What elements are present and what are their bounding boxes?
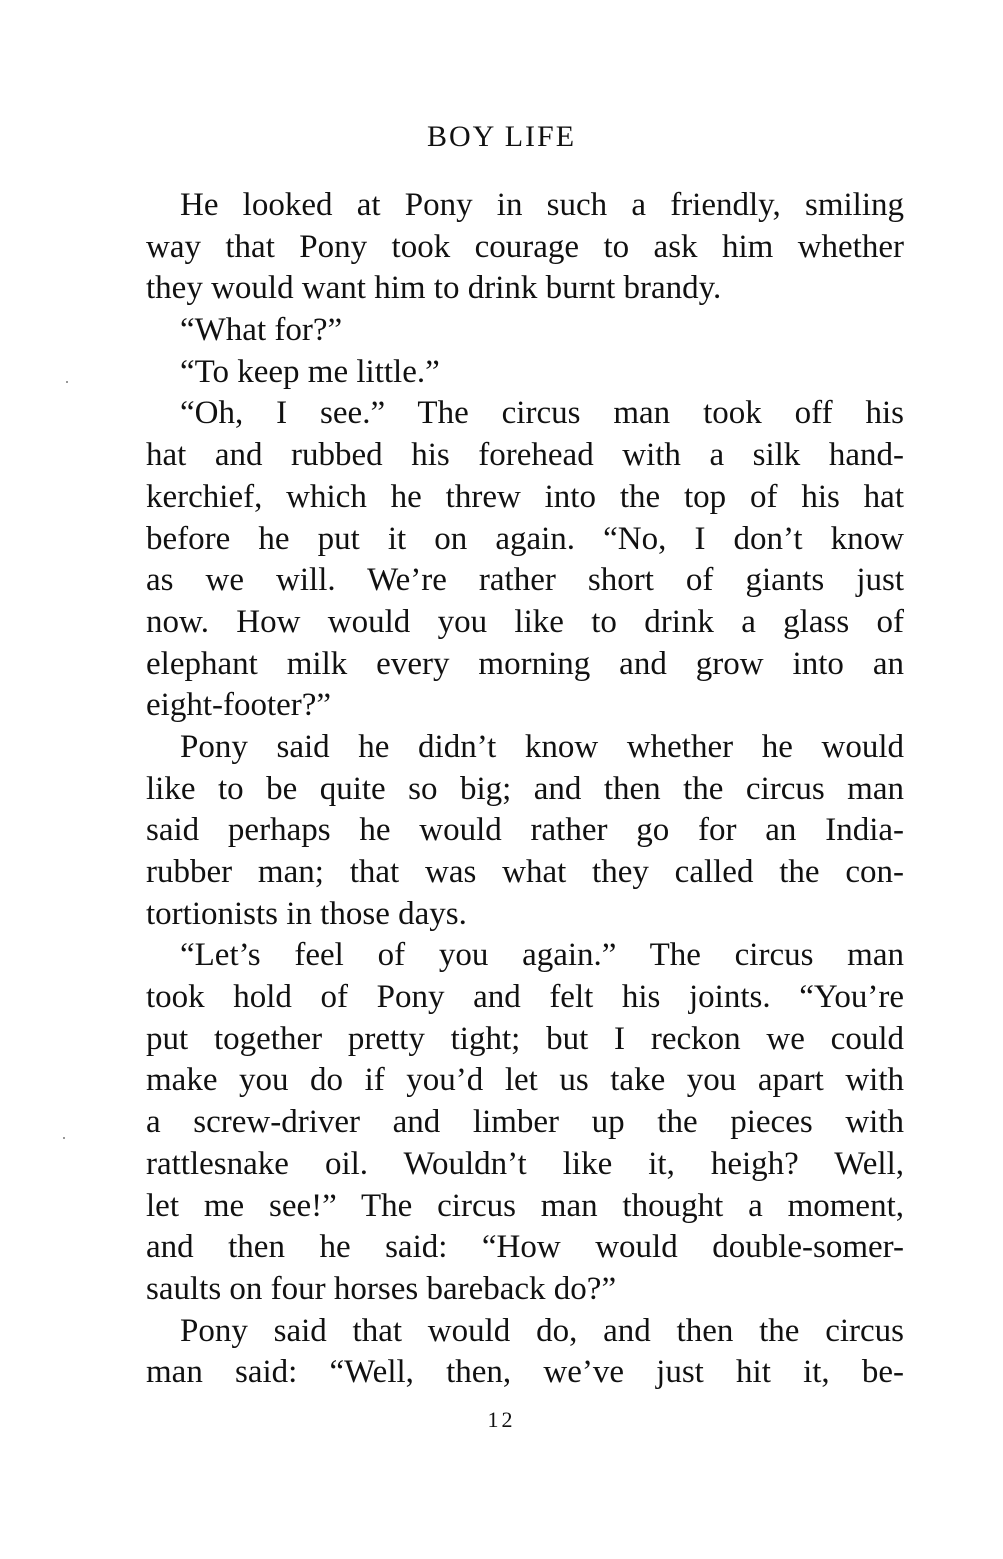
text-line: way that Pony took courage to ask him whether bbox=[146, 228, 904, 265]
running-head: BOY LIFE bbox=[426, 120, 577, 153]
text-line: put together pretty tight; but I reckon we could bbox=[146, 1020, 904, 1057]
scan-speck bbox=[66, 381, 68, 383]
text-line: and then he said: “How would double-somer- bbox=[146, 1229, 904, 1266]
text-line: He looked at Pony in such a friendly, smiling bbox=[180, 187, 904, 223]
text-line: eight-footer?” bbox=[146, 687, 332, 724]
text-line: before he put it on again. “No, I don’t know bbox=[146, 520, 904, 557]
text-line: rubber man; that was what they called the con- bbox=[146, 854, 904, 890]
text-line: they would want him to drink burnt brandy. bbox=[146, 270, 722, 307]
text-line: “Oh, I see.” The circus man took off his bbox=[180, 395, 904, 432]
text-line: tortionists in those days. bbox=[146, 895, 467, 932]
text-line: “To keep me little.” bbox=[180, 353, 440, 390]
scan-speck bbox=[63, 1137, 65, 1139]
text-line: a screw-driver and limber up the pieces with bbox=[146, 1104, 904, 1141]
text-line: like to be quite so big; and then the circus man bbox=[146, 770, 904, 807]
text-line: rattlesnake oil. Wouldn’t like it, heigh? Well, bbox=[146, 1145, 904, 1182]
text-line: hat and rubbed his forehead with a silk hand- bbox=[146, 437, 904, 474]
text-line: man said: “Well, then, we’ve just hit it, be- bbox=[146, 1354, 904, 1391]
text-line: Pony said he didn’t know whether he would bbox=[180, 728, 904, 765]
text-line: Pony said that would do, and then the circus bbox=[180, 1312, 904, 1349]
text-line: “What for?” bbox=[180, 312, 343, 349]
text-line: elephant milk every morning and grow into an bbox=[146, 645, 904, 682]
text-line: kerchief, which he threw into the top of his hat bbox=[146, 478, 904, 515]
text-line: as we will. We’re rather short of giants just bbox=[146, 562, 904, 599]
page-number: 12 bbox=[487, 1407, 516, 1432]
text-line: let me see!” The circus man thought a moment, bbox=[146, 1187, 904, 1224]
text-line: said perhaps he would rather go for an India- bbox=[146, 812, 904, 849]
text-line: “Let’s feel of you again.” The circus man bbox=[180, 937, 904, 974]
text-line: make you do if you’d let us take you apart with bbox=[146, 1062, 904, 1099]
text-line: took hold of Pony and felt his joints. “You’re bbox=[146, 979, 904, 1016]
text-line: saults on four horses bareback do?” bbox=[146, 1270, 617, 1307]
body-text bbox=[146, 185, 904, 1394]
text-line: now. How would you like to drink a glass of bbox=[146, 603, 904, 640]
